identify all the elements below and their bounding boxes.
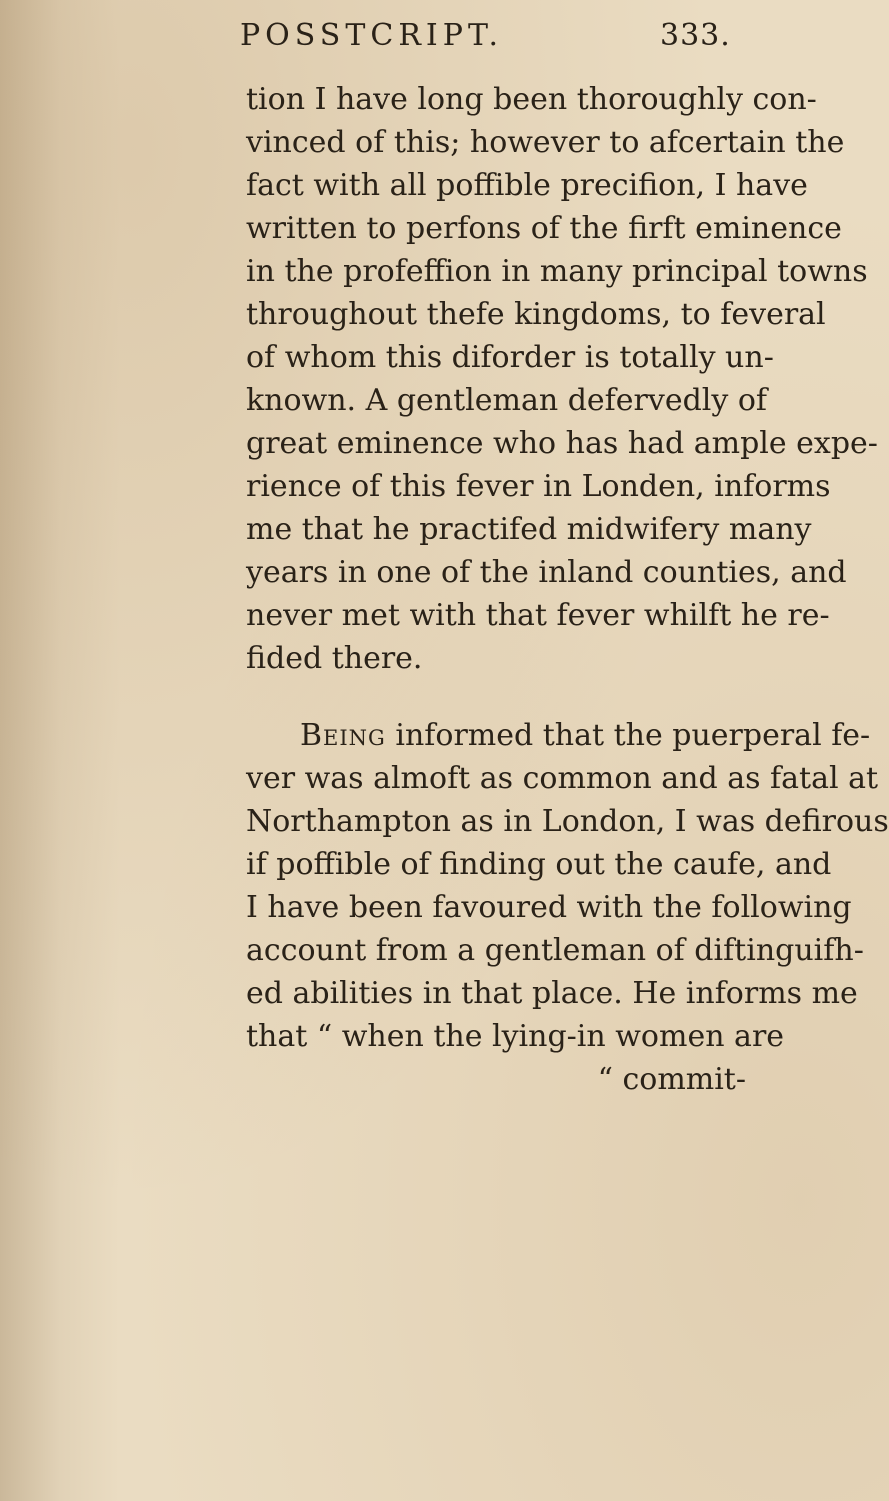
body-text	[246, 78, 889, 1101]
text-line: me that he practifed midwifery many	[246, 512, 812, 547]
text-line: I have been favoured with the following	[246, 890, 852, 925]
first-line-rest: informed that the puerperal fe-	[395, 718, 871, 753]
text-line: ver was almoft as common and as fatal at	[246, 761, 879, 796]
text-line: ed abilities in that place. He informs me	[246, 976, 858, 1011]
text-line: in the profeffion in many principal towns	[246, 254, 868, 289]
text-line: tion I have long been thoroughly con-	[246, 82, 817, 117]
text-line-first	[246, 714, 871, 757]
paragraph-1	[246, 78, 878, 680]
catchword-line	[246, 1058, 766, 1101]
page-number: 333.	[660, 18, 731, 53]
running-title: POSSTCRIPT.	[240, 18, 504, 53]
text-line: account from a gentleman of diftinguifh-	[246, 933, 864, 968]
text-line: great eminence who has had ample expe-	[246, 426, 878, 461]
paragraph-gap	[246, 680, 766, 714]
catchword: “ commit-	[597, 1062, 746, 1097]
text-line: Northampton as in London, I was defirous	[246, 804, 889, 839]
text-line: rience of this fever in Londen, informs	[246, 469, 831, 504]
text-line: vinced of this; however to afcertain the	[246, 125, 845, 160]
text-line: if poffible of finding out the caufe, and	[246, 847, 832, 882]
opening-word: Being	[300, 718, 386, 753]
text-line: never met with that fever whilft he re-	[246, 598, 830, 633]
text-line: of whom this diforder is totally un-	[246, 340, 774, 375]
text-line: years in one of the inland counties, and	[246, 555, 847, 590]
running-head	[240, 18, 760, 68]
text-line: that “ when the lying-in women are	[246, 1019, 785, 1054]
text-line: fided there.	[246, 641, 423, 676]
text-line: throughout thefe kingdoms, to feveral	[246, 297, 826, 332]
paragraph-2	[246, 714, 889, 1058]
text-line: written to perfons of the firft eminence	[246, 211, 842, 246]
text-line: fact with all poffible precifion, I have	[246, 168, 808, 203]
text-line: known. A gentleman defervedly of	[246, 383, 768, 418]
